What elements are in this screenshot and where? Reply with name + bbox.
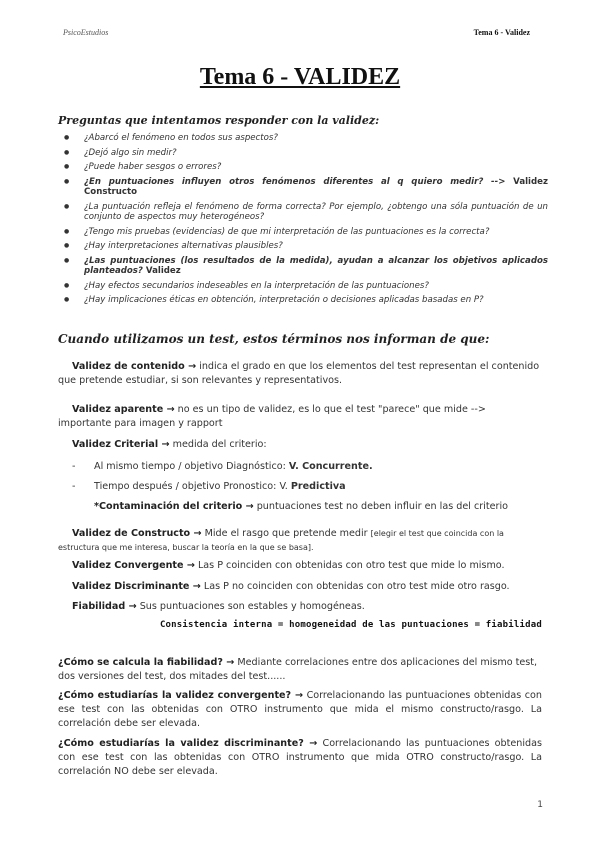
header-right: Tema 6 - Validez	[473, 28, 530, 37]
list-item: ● ¿Puede haber sesgos o errores?	[58, 162, 548, 173]
section1-heading: Preguntas que intentamos responder con la validez:	[58, 114, 380, 127]
list-item: ● ¿Hay efectos secundarios indeseables en la interpretación de las puntuaciones?	[58, 281, 548, 292]
page-number: 1	[537, 800, 543, 810]
header-left: PsicoEstudios	[63, 28, 109, 37]
criterial-predictiva: - Tiempo después / objetivo Pronostico: V. Predictiva	[72, 481, 346, 492]
validez-criterial: Validez Criterial → medida del criterio:	[72, 439, 267, 450]
list-item: ● ¿Tengo mis pruebas (evidencias) de que mi interpretación de las puntuaciones es la correcta?	[58, 227, 548, 238]
list-item: ● ¿Las puntuaciones (los resultados de la medida), ayudan a alcanzar los objetivos aplicados planteados? Validez	[58, 256, 548, 277]
validez-discriminante: Validez Discriminante → Las P no coinciden con obtenidas con otro test mide otro rasgo.	[72, 581, 510, 592]
qa-fiabilidad: ¿Cómo se calcula la fiabilidad? → Mediante correlaciones entre dos aplicaciones del mismo test, dos versiones del test, dos mitades del test......	[58, 657, 538, 682]
consistencia-interna: Consistencia interna = homogeneidad de las puntuaciones = fiabilidad	[159, 620, 542, 630]
list-item: ● ¿La puntuación refleja el fenómeno de forma correcta? Por ejemplo, ¿obtengo una sóla puntuación de un conjunto de aspectos muy heterogéneos?	[58, 202, 548, 223]
qa-discriminante: ¿Cómo estudiarías la validez discriminante? → Correlacionando las puntuaciones obtenidas con ese test con las obtenidas con OTRO instrumento que mida OTRO constructo/rasgo. La correlación NO debe ser elevada.	[58, 738, 542, 777]
list-item: ● ¿Dejó algo sin medir?	[58, 148, 548, 159]
list-item: ● ¿Hay implicaciones éticas en obtención, interpretación o decisiones aplicadas basadas en P?	[58, 295, 548, 306]
questions-list	[58, 133, 548, 310]
validez-constructo: Validez de Constructo → Mide el rasgo que pretende medir [elegir el test que coincida con la estructura que me interesa, buscar la teoría en la que se basa].	[58, 528, 504, 552]
page-title: Tema 6 - VALIDEZ	[199, 64, 401, 90]
criterial-concurrente: - Al mismo tiempo / objetivo Diagnóstico: V. Concurrente.	[72, 461, 373, 472]
qa-convergente: ¿Cómo estudiarías la validez convergente? → Correlacionando las puntuaciones obtenidas con ese test con las obtenidas con OTRO instrumento que mida el mismo constructo/rasgo. La correlación debe ser elevada.	[58, 690, 542, 729]
list-item: ● ¿En puntuaciones influyen otros fenómenos diferentes al q quiero medir? --> Validez Constructo	[58, 177, 548, 198]
section2-heading: Cuando utilizamos un test, estos términos nos informan de que:	[58, 332, 490, 346]
fiabilidad: Fiabilidad → Sus puntuaciones son estables y homogéneas.	[72, 601, 365, 612]
validez-aparente: Validez aparente → no es un tipo de validez, es lo que el test "parece" que mide --> importante para imagen y rapport	[58, 404, 486, 429]
list-item: ● ¿Abarcó el fenómeno en todos sus aspectos?	[58, 133, 548, 144]
validez-contenido: Validez de contenido → indica el grado en que los elementos del test representan el contenido que pretende estudiar, si son relevantes y representativos.	[58, 361, 540, 386]
validez-convergente: Validez Convergente → Las P coinciden con obtenidas con otro test que mide lo mismo.	[72, 560, 505, 571]
list-item: ● ¿Hay interpretaciones alternativas plausibles?	[58, 241, 548, 252]
contaminacion-criterio: *Contaminación del criterio → puntuaciones test no deben influir en las del criterio	[94, 501, 508, 512]
